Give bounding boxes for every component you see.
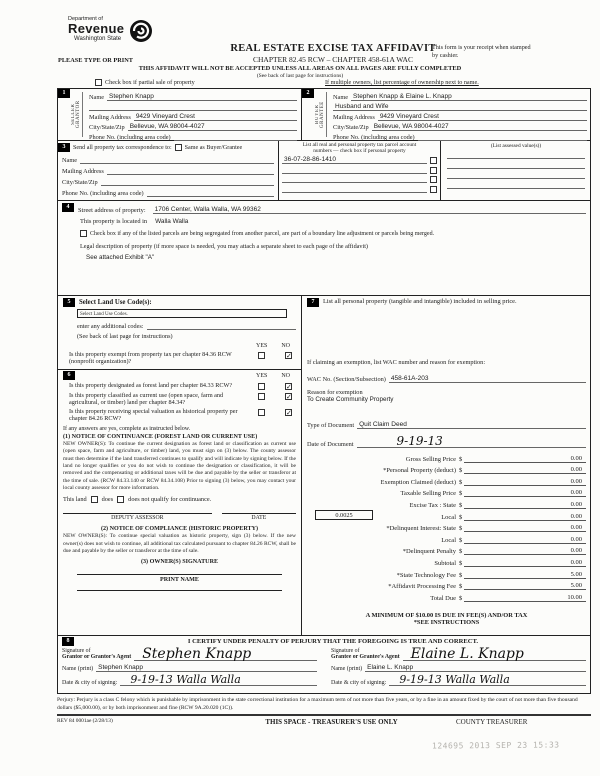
parcel-field-3[interactable] [282,174,427,183]
tax-computation [307,451,586,602]
parcel-field-2[interactable] [282,165,427,174]
tax-row: *Affidavit Processing Fee $ 5.00 [307,579,586,591]
assessed-field-4[interactable] [447,180,585,189]
parcel-header-1: List all real and personal property tax parcel account [302,142,417,148]
land-use-select[interactable] [77,309,287,318]
corr-phone-field[interactable] [147,188,274,197]
treasurer-space-label: THIS SPACE - TREASURER'S USE ONLY [265,718,398,726]
tax-row: Exemption Claimed (deduct) $ 0.00 [307,474,586,486]
buyer-side-label: BUYER GRANTEE [315,92,327,137]
grantor-date-city-label: Date & city of signing: [62,680,118,686]
doc-date-label: Date of Document [307,441,354,448]
buyer-address-field[interactable] [378,112,587,121]
section-2-tab: 2 [302,89,314,98]
corr-address-label: Mailing Address [62,168,104,175]
current-use-no-checkbox[interactable]: ✓ [286,393,292,401]
corr-phone-label: Phone No. (including area code) [62,190,144,197]
seller-name-label: Name [89,94,105,101]
partial-sale-checkbox[interactable] [95,79,102,86]
dor-swirl-icon [126,18,156,46]
section-4-tab: 4 [62,203,74,212]
corr-name-field[interactable] [80,155,274,164]
grantee-signature-field[interactable] [403,647,586,661]
seller-name-value: Stephen Knapp [109,93,154,100]
personal-property-section [302,296,591,635]
owner-signature-field[interactable] [77,565,282,575]
seller-phone-field[interactable] [174,132,297,141]
minimum-note: A MINIMUM OF $10.00 IS DUE IN FEE(S) AND/OR TAX [365,611,528,619]
current-use-question: Is this property classified as current use (open space, farm and agricultural, or timber) land per chapter 84.34? [69,392,224,406]
tax-row: *Delinquent Interest: State $ 0.00 [307,521,586,533]
grantor-date-city-value: 9-19-13 Walla Walla [130,673,241,686]
additional-codes-field[interactable] [147,321,297,330]
forest-yes-checkbox[interactable] [258,383,265,390]
corr-city-field[interactable] [101,177,274,186]
total-due-field[interactable]: 10.00 [464,593,586,602]
grantor-sig-label2: Grantor or Grantor's Agent [62,654,132,661]
land-use-select-value: Select Land Use Codes. [80,312,128,317]
grantor-date-city-field[interactable] [120,673,317,686]
agency-line3: Washington State [74,36,122,42]
section-6-tab: 6 [63,371,75,380]
owners-signature-title: (3) OWNER(S) SIGNATURE [140,559,219,566]
state-technology-fee-field[interactable]: 5.00 [464,570,586,579]
grantee-date-city-field[interactable] [389,673,586,686]
print-name-field[interactable] [77,583,282,591]
seller-address-field[interactable] [134,112,297,121]
deputy-assessor-line[interactable]: DEPUTY ASSESSOR [63,513,212,521]
buyer-address-label: Mailing Address [333,114,375,121]
exempt-no-checkbox[interactable]: ✓ [286,352,292,360]
buyer-name2-value: Husband and Wife [335,103,389,110]
historic-yes-checkbox[interactable] [258,409,265,416]
exempt-question: Is this property exempt from property tax per chapter 84.36 RCW (nonprofit organization)? [69,351,232,365]
grantee-name-print-field[interactable] [365,663,586,672]
does-not-label: does not qualify for continuance. [128,496,212,504]
grantor-name-print-value: Stephen Knapp [98,664,143,671]
this-land-label: This land [63,496,87,504]
reason-value: To Create Community Property [307,396,394,403]
delinquent-interest-local-field[interactable]: 0.00 [464,535,586,544]
assessed-field-1[interactable] [447,150,585,159]
parcel-header-2: numbers — check box if personal property [313,148,406,155]
buyer-address-value: 9429 Vineyard Crest [379,113,439,120]
corr-city-label: City/State/Zip [62,179,98,186]
grantee-name-print-value: Elaine L. Knapp [367,664,414,671]
does-qualify-checkbox[interactable] [91,496,98,503]
does-not-qualify-checkbox[interactable] [117,496,124,503]
seller-side-label: SELLER GRANTOR [71,92,83,137]
current-use-yes-checkbox[interactable] [258,393,265,400]
exempt-yes-checkbox[interactable] [258,352,265,359]
reason-label: Reason for exemption [307,389,363,396]
corr-name-label: Name [62,157,78,164]
grantee-sig-label2: Grantee or Grantee's Agent [331,654,400,661]
seller-address-label: Mailing Address [89,114,131,121]
assessor-date-line[interactable]: DATE [222,513,296,521]
grantee-sig-label1: Signature of [331,647,360,654]
wac-label: WAC No. (Section/Subsection) [307,376,386,383]
land-use-section [58,296,302,635]
compliance-text: NEW OWNER(S): To continue special valuation as historic property, sign (3) below. If the new owner(s) does not wish to continue, all additional tax calculated pursuant to chapter 84.26 RCW, shall be due and payable by the seller or transferor at the time of sale. [63,533,296,554]
certification-section [57,636,591,694]
buyer-section [302,89,591,140]
personal-property-deduct-field[interactable]: 0.00 [464,465,586,474]
correspondence-section [58,141,279,200]
assessed-header: (List assessed value(s)) [490,143,542,149]
seller-city-field[interactable] [128,122,297,131]
buyer-phone-label: Phone No. (including area code) [333,134,415,141]
dor-logo [68,16,156,46]
corr-address-field[interactable] [107,166,274,175]
continuance-text: NEW OWNER(S): To continue the current designation as forest land or classification as current use (open space, farm and agriculture, or timber) land, you must sign on (3) below. The county assessor must then determine if the land transferred continues to qualify and will indicate by signing below. If the land no longer qualifies or you do not wish to continue the designation or classification, it will be removed and the compensating or additional taxes will be due and payable by the seller or transferor at the time of sale. (RCW 84.33.140 or RCW 84.34.108) Prior to signing (3) below, you may contact your local county assessor for more information. [63,441,296,491]
rev-number: REV 84 0001ae (2/28/13) [57,718,113,724]
print-name-label: PRINT NAME [160,577,199,584]
section-1-tab: 1 [58,89,70,98]
tax-row: Subtotal $ 0.00 [307,555,586,567]
yes-header-5: YES [255,343,268,349]
yes-header-6: YES [255,372,268,379]
parcel-personal-checkbox-2[interactable] [430,167,437,174]
tax-row: Total Due $ 10.00 [307,590,586,602]
form-title: REAL ESTATE EXCISE TAX AFFIDAVIT [230,43,436,54]
multiple-owners-note: If multiple owners, list percentage of ownership next to name. [325,79,479,86]
buyer-city-field[interactable] [372,122,587,131]
section-7-tab: 7 [307,298,319,307]
street-address-label: Street address of property: [78,207,146,214]
no-header-6: NO [281,372,290,379]
buyer-name-value: Stephen Knapp & Elaine L. Knapp [353,93,452,100]
seller-city-value: Bellevue, WA 98004-4027 [129,123,205,130]
personal-property-text: List all personal property (tangible and intangible) included in selling price. [323,298,517,305]
forest-no-checkbox[interactable]: ✓ [286,383,292,391]
seller-address-value: 9429 Vineyard Crest [135,113,195,120]
see-instructions-note: *SEE INSTRUCTIONS [413,618,480,626]
grantor-signature: Stephen Knapp [142,646,252,662]
historic-no-checkbox[interactable]: ✓ [286,409,292,417]
buyer-city-value: Bellevue, WA 98004-4027 [373,123,449,130]
send-correspondence-label: Send all property tax correspondence to: [73,144,172,151]
parcel-number-value: 36-07-28-86-1410 [284,156,337,164]
grantee-signing-block [331,647,586,686]
doc-type-field[interactable] [357,420,586,429]
grantor-signing-block [62,647,317,686]
agency-line1: Department of [68,16,103,22]
seller-city-label: City/State/Zip [89,124,125,131]
tax-row: Gross Selling Price $ 0.00 [307,451,586,463]
tax-row: *Delinquent Penalty $ 0.00 [307,544,586,556]
local-rate-box: 0.0025 [315,510,373,520]
form-subtitle: CHAPTER 82.45 RCW – CHAPTER 458-61A WAC [253,55,413,64]
instructions-note: (See back of last page for instructions) [256,73,344,79]
same-as-buyer-checkbox[interactable] [175,144,182,151]
seller-name2-field[interactable] [89,102,297,111]
parcel-section [279,141,441,200]
forest-question: Is this property designated as forest land per chapter 84.33 RCW? [69,382,233,389]
parcel-personal-checkbox-4[interactable] [430,186,437,193]
seller-section [58,89,302,140]
no-header-5: NO [281,343,290,349]
parcel-field-1[interactable] [282,155,427,164]
tax-row: *Personal Property (deduct) $ 0.00 [307,463,586,475]
parcel-personal-checkbox-3[interactable] [430,176,437,183]
cashier-stamp: 124695 2013 SEP 23 15:33 [431,740,560,751]
land-use-title: Select Land Use Code(s): [79,299,152,306]
legal-description-label: Legal description of property (if more space is needed, you may attach a separate sheet to each page of the affidavit) [80,243,368,250]
doc-date-field[interactable] [357,434,586,448]
grantee-date-city-label: Date & city of signing: [331,680,387,686]
assessed-field-2[interactable] [447,160,585,169]
section-3-tab: 3 [58,143,70,152]
section-8-tab: 8 [62,637,74,646]
same-as-buyer-label: Same as Buyer/Grantee [184,144,243,151]
additional-codes-label: enter any additional codes: [77,323,144,330]
located-in-label: This property is located in [80,218,148,225]
excise-tax-state-field[interactable]: 0.00 [464,500,586,509]
assessed-field-3[interactable] [447,170,585,179]
taxable-selling-price-field[interactable]: 0.00 [464,488,586,497]
partial-sale-label: Check box if partial sale of property [105,79,195,86]
gross-selling-price-field[interactable]: 0.00 [464,454,586,463]
affidavit-processing-fee-field[interactable]: 5.00 [464,581,586,590]
parcel-field-4[interactable] [282,184,427,193]
grantor-signature-field[interactable] [134,647,317,661]
grantor-name-print-label: Name (print) [62,666,94,672]
tax-row: *State Technology Fee $ 5.00 [307,567,586,579]
segregated-label: Check box if any of the listed parcels are being segregated from another parcel, are part of a boundary line adjustment or parcels being merged. [90,230,435,237]
county-treasurer-label: COUNTY TREASURER [456,718,528,726]
doc-type-label: Type of Document [307,422,355,429]
receipt-note: This form is your receipt when stamped by cashier. [432,44,531,60]
tax-row: 0.0025 Local $ 0.00 [307,509,586,521]
does-label: does [101,496,114,504]
doc-type-value: Quit Claim Deed [359,421,407,428]
if-yes-note: If any answers are yes, complete as instructed below. [63,426,191,432]
grantee-name-print-label: Name (print) [331,666,363,672]
delinquent-penalty-field[interactable]: 0.00 [464,546,586,555]
tax-row: Excise Tax : State $ 0.00 [307,497,586,509]
seller-name-field[interactable] [107,92,297,101]
street-address-value: 1706 Center, Walla Walla, WA 99362 [154,206,261,213]
certify-text: I CERTIFY UNDER PENALTY OF PERJURY THAT THE FOREGOING IS TRUE AND CORRECT. [187,638,479,645]
warning-text: THIS AFFIDAVIT WILL NOT BE ACCEPTED UNLESS ALL AREAS ON ALL PAGES ARE FULLY COMPLETED [138,65,462,72]
segregated-checkbox[interactable] [80,230,87,237]
historic-question: Is this property receiving special valuation as historical property per chapter 84.26 RCW? [69,408,238,422]
compliance-title: (2) NOTICE OF COMPLIANCE (HISTORIC PROPERTY) [100,526,259,533]
wac-value: 458-61A-203 [390,375,429,382]
exemption-note: If claiming an exemption, list WAC number and reason for exemption: [307,359,486,366]
grantee-signature: Elaine L. Knapp [410,646,524,662]
delinquent-interest-state-field[interactable]: 0.00 [464,523,586,532]
agency-line2: Revenue [68,21,125,36]
designation-section [58,369,301,591]
buyer-name2-field[interactable] [333,102,587,111]
excise-tax-local-field[interactable]: 0.00 [464,512,586,521]
seller-phone-label: Phone No. (including area code) [89,134,171,141]
exemption-claimed-field[interactable]: 0.00 [464,477,586,486]
perjury-text: Perjury: Perjury is a class C felony which is punishable by imprisonment in the state correctional institution for a maximum term of not more than five years, or by a fine in an amount fixed by the court of not more than five thousand dollars ($5,000.00), or by both imprisonment and fine (RCW 9A.20.020 (1C)). [57,697,591,716]
subtotal-field[interactable]: 0.00 [464,558,586,567]
grantee-date-city-value: 9-19-13 Walla Walla [399,673,510,686]
legal-description-value: See attached Exhibit "A" [86,254,155,261]
tax-row: Taxable Selling Price $ 0.00 [307,486,586,498]
street-address-field[interactable] [153,205,586,214]
property-section [57,201,591,296]
wac-field[interactable] [389,374,586,383]
buyer-name-label: Name [333,94,349,101]
buyer-city-label: City/State/Zip [333,124,369,131]
please-type-label: PLEASE TYPE OR PRINT [58,57,133,64]
buyer-phone-field[interactable] [418,132,587,141]
parcel-personal-checkbox-1[interactable] [430,157,437,164]
section-5-tab: 5 [63,298,75,307]
assessed-section [441,141,591,200]
located-in-value: Walla Walla [155,218,189,225]
grantor-sig-label1: Signature of [62,647,91,654]
land-use-instructions: (See back of last page for instructions) [77,333,173,340]
buyer-name-field[interactable] [351,92,587,101]
tax-row: Local $ 0.00 [307,532,586,544]
grantor-name-print-field[interactable] [96,663,317,672]
continuance-title: (1) NOTICE OF CONTINUANCE (FOREST LAND OR CURRENT USE) [63,434,258,440]
doc-date-value: 9-19-13 [396,434,443,448]
